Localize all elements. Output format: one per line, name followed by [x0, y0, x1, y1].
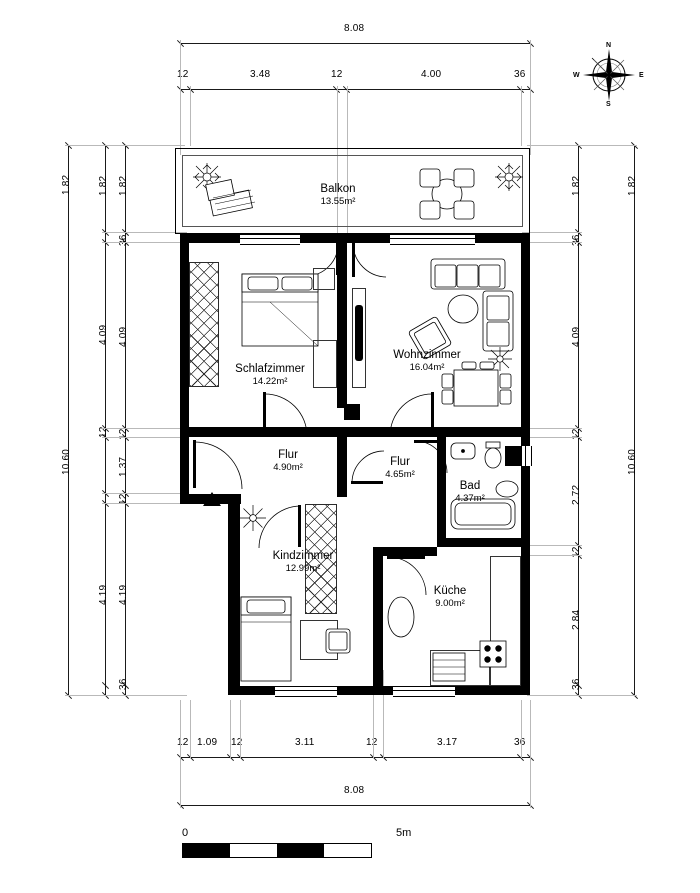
- window-bath-right: [521, 446, 532, 466]
- dim-right-outer-line: [634, 145, 635, 695]
- ext-line: [230, 700, 231, 758]
- dim-left-inner-2: 36: [118, 234, 129, 246]
- tv-screen-icon: [355, 305, 363, 361]
- ext-line: [522, 437, 582, 438]
- room-name: Schlafzimmer: [235, 363, 305, 375]
- dim-left-inner-1: 1.82: [118, 175, 129, 196]
- chair-furniture-icon: [325, 628, 351, 654]
- dim-bottom-c5: 12: [366, 737, 378, 748]
- dim-right-inner-8: 36: [571, 678, 582, 690]
- wall-interior-kitchen-top: [373, 547, 437, 556]
- dim-left-mid-1: 1.82: [98, 175, 109, 196]
- room-name: Küche: [433, 585, 467, 597]
- dim-top-overall-line: [180, 43, 530, 44]
- ext-line: [522, 242, 582, 243]
- room-name: Flur: [278, 449, 298, 461]
- dim-top-c4: 4.00: [421, 69, 442, 80]
- dim-left-mid-2: 4.09: [98, 324, 109, 345]
- ext-line: [102, 437, 187, 438]
- door-bedroom: [263, 392, 307, 436]
- wall-exterior-bottom: [228, 686, 530, 695]
- dim-left-182-outer: 1.82: [61, 174, 72, 195]
- scale-segment: [324, 844, 371, 857]
- nightstand-furniture: [313, 268, 335, 290]
- room-name: Kindzimmer: [272, 550, 334, 562]
- compass-south-label: S: [606, 101, 611, 108]
- room-name: Balkon: [320, 183, 356, 195]
- window-living-top: [390, 234, 475, 245]
- ext-line: [102, 493, 187, 494]
- dim-top-c2: 3.48: [250, 69, 271, 80]
- dim-bottom-c6: 3.17: [437, 737, 458, 748]
- dim-top-chain-line: [180, 89, 530, 90]
- dim-left-outer-line: [68, 145, 69, 695]
- dim-right-inner-1: 1.82: [571, 175, 582, 196]
- wall-interior-kitchen-left: [373, 547, 383, 687]
- ext-line: [521, 700, 522, 758]
- dim-right-inner-3: 4.09: [571, 326, 582, 347]
- dim-bottom-overall: 8.08: [344, 785, 365, 796]
- dim-left-mid-4: 4.19: [98, 584, 109, 605]
- room-label-kindzimmer: [248, 549, 358, 575]
- room-area: 4.37m²: [455, 493, 485, 505]
- scale-end-label: 5m: [396, 827, 412, 839]
- room-label-schlafzimmer: [215, 362, 325, 388]
- room-area: 13.55m²: [320, 196, 356, 208]
- room-area: 9.00m²: [435, 598, 465, 610]
- scale-segment: [277, 844, 324, 857]
- sofa-side-furniture-icon: [482, 290, 516, 352]
- ext-line: [530, 700, 531, 808]
- dim-bottom-c7: 36: [514, 737, 526, 748]
- dim-left-inner-3: 4.09: [118, 326, 129, 347]
- dim-bottom-c2: 1.09: [197, 737, 218, 748]
- dim-top-overall: 8.08: [344, 23, 365, 34]
- room-area: 16.04m²: [409, 362, 445, 374]
- wall-pillar: [344, 404, 360, 420]
- dim-left-inner-line: [125, 145, 126, 695]
- scale-segment: [183, 844, 230, 857]
- ext-line: [180, 40, 181, 155]
- plant-icon: [238, 503, 268, 533]
- scale-segment: [230, 844, 277, 857]
- dim-left-inner-7: 4.19: [118, 584, 129, 605]
- room-name: Wohnzimmer: [393, 349, 461, 361]
- ext-line: [240, 700, 241, 758]
- dim-top-c5: 36: [514, 69, 526, 80]
- dim-right-inner-5: 2.72: [571, 484, 582, 505]
- room-label-kueche: [410, 584, 490, 610]
- ext-line: [527, 145, 637, 146]
- sink-fixture-icon: [450, 442, 476, 460]
- sink-kitchen-icon: [432, 652, 466, 682]
- compass-rose: [578, 44, 640, 106]
- dim-top-c1: 12: [177, 69, 189, 80]
- ext-line: [530, 40, 531, 155]
- room-area: 4.90m²: [273, 462, 303, 474]
- ext-line: [522, 555, 582, 556]
- toilet-fixture-icon: [482, 442, 504, 470]
- ext-line: [102, 503, 187, 504]
- window-kitchen-bottom: [393, 686, 455, 697]
- balcony-table-chairs-icon: [408, 163, 486, 225]
- ext-line: [102, 242, 187, 243]
- ext-line: [65, 695, 187, 696]
- dim-top-c3: 12: [331, 69, 343, 80]
- wall-exterior-top: [180, 234, 530, 243]
- ext-line: [190, 700, 191, 758]
- room-name: Bad: [459, 480, 481, 492]
- dim-right-inner-7: 2.84: [571, 609, 582, 630]
- scale-bar: [182, 843, 372, 858]
- door-balcony-living: [352, 243, 388, 279]
- entrance-marker-icon: [203, 492, 221, 506]
- compass-north-label: N: [606, 42, 612, 49]
- dim-right-inner-6: 12: [571, 546, 582, 558]
- room-label-flur2: [360, 455, 440, 481]
- room-label-bad: [440, 479, 500, 505]
- child-bed-furniture-icon: [240, 596, 292, 682]
- ext-line: [190, 86, 191, 146]
- room-area: 12.99m²: [285, 563, 321, 575]
- dim-left-inner-8: 36: [118, 678, 129, 690]
- dim-right-inner-4: 12: [571, 428, 582, 440]
- room-label-flur1: [248, 448, 328, 474]
- room-label-wohnzimmer: [372, 348, 482, 374]
- ext-line: [522, 545, 582, 546]
- ext-line: [521, 86, 522, 146]
- sofa-furniture-icon: [430, 258, 506, 292]
- dim-right-inner-2: 36: [571, 234, 582, 246]
- dim-left-inner-5: 1.37: [118, 456, 129, 477]
- compass-east-label: E: [639, 72, 644, 79]
- dim-right-182-outer: 1.82: [627, 175, 638, 196]
- window-bedroom-top: [240, 234, 300, 245]
- ext-line: [65, 145, 185, 146]
- dim-left-overall: 10.60: [61, 448, 72, 475]
- dim-right-overall: 10.60: [627, 448, 638, 475]
- lounger-furniture-icon: [205, 176, 267, 224]
- room-area: 4.65m²: [385, 469, 415, 481]
- window-kind-bottom: [275, 686, 337, 697]
- dim-left-inner-4: 12: [118, 428, 129, 440]
- dim-left-inner-6: 12: [118, 493, 129, 505]
- ext-line: [522, 232, 582, 233]
- room-name: Flur: [390, 456, 410, 468]
- ext-line: [522, 428, 582, 429]
- ext-line: [180, 700, 181, 808]
- room-area: 14.22m²: [252, 376, 288, 388]
- wall-interior-bath-bottom: [437, 538, 522, 547]
- wall-interior-horizontal-2: [347, 427, 522, 437]
- wall-exterior-left: [180, 234, 189, 434]
- compass-west-label: W: [573, 72, 580, 79]
- plant-icon: [492, 160, 526, 194]
- dim-bottom-overall-line: [180, 805, 530, 806]
- dim-left-mid-3: 12: [98, 426, 109, 438]
- stove-icon: [479, 640, 507, 668]
- door-living: [390, 392, 434, 436]
- dim-left-mid-line: [105, 145, 106, 695]
- room-label-balkon: [288, 182, 388, 208]
- ext-line: [527, 695, 637, 696]
- ext-line: [383, 670, 384, 758]
- wall-interior-flur-right: [337, 437, 347, 497]
- bath-wall-niche: [505, 446, 521, 466]
- dim-bottom-c3: 12: [231, 737, 243, 748]
- dim-bottom-c4: 3.11: [295, 737, 315, 748]
- dim-bottom-c1: 12: [177, 737, 189, 748]
- scale-start-label: 0: [182, 827, 189, 839]
- door-entrance: [193, 440, 243, 490]
- ext-line: [102, 428, 187, 429]
